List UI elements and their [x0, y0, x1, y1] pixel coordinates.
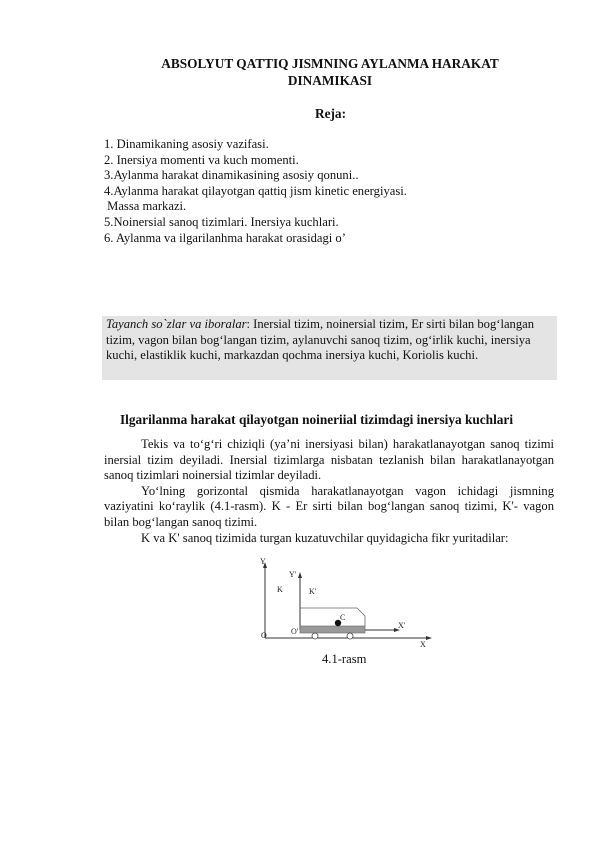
plan-heading: Reja:	[315, 106, 347, 121]
label-x: X	[420, 640, 426, 649]
paragraph-1: Tekis va to‘g‘ri chiziqli (ya’ni inersiyasi bilan) harakatlanayotgan sanoq tizimi inersial tizim deyiladi. Inersial tizimlarga nisbatan tezlanish bilan harakatlanayotgan sanoq tizimlari noinersial tizimlar deyiladi.	[104, 437, 554, 483]
figure-caption: 4.1-rasm	[322, 652, 367, 666]
wagon-wheel-left	[312, 633, 318, 639]
plan-item-1: 1. Dinamikaning asosiy vazifasi.	[104, 137, 269, 151]
wagon-outline	[300, 608, 365, 626]
label-c: C	[340, 613, 346, 622]
label-y: Y	[260, 557, 266, 566]
wagon-wheel-right	[347, 633, 353, 639]
plan-item-4: 4.Aylanma harakat qilayotgan qattiq jism kinetic energiyasi.	[104, 183, 407, 198]
label-x-prime: X'	[398, 621, 406, 630]
page-title: ABSOLYUT QATTIQ JISMNING AYLANMA HARAKAT DINAMIKASI	[161, 56, 499, 88]
plan-item-5: 5.Noinersial sanoq tizimlari. Inersiya kuchlari.	[104, 214, 339, 229]
label-k: K	[277, 585, 283, 594]
plan-item-2: 2. Inersiya momenti va kuch momenti.	[104, 152, 299, 167]
plan-item-4-cont: Massa markazi.	[104, 199, 187, 214]
label-o: O	[261, 631, 267, 640]
label-y-prime: Y'	[289, 570, 297, 579]
y-prime-axis-arrow	[298, 572, 302, 578]
wagon-platform	[300, 626, 365, 633]
section-title: Ilgarilanma harakat qilayotgan noineriial tizimdagi inersiya kuchlari	[120, 412, 514, 427]
body-text	[104, 437, 554, 546]
label-k-prime: K'	[309, 587, 317, 596]
paragraph-3: K va K' sanoq tizimida turgan kuzatuvchilar quyidagicha fikr yuritadilar:	[141, 530, 509, 545]
plan-list	[104, 137, 407, 246]
label-o-prime: O'	[291, 627, 299, 636]
keywords-box	[102, 316, 557, 380]
plan-item-3: 3.Aylanma harakat dinamikasining asosiy qonuni..	[104, 168, 359, 183]
keywords-label: Tayanch so`zlar va iboralar	[106, 317, 247, 331]
x-axis-arrow	[426, 636, 432, 640]
figure-4-1	[255, 556, 435, 652]
keywords-text: : Inersial tizim, noinersial tizim, Er sirti bilan bog‘langan tizim, vagon bilan bog‘langan tizim, aylanuvchi sanoq tizim, og‘irlik kuchi, inersiya kuchi, elastiklik kuchi, markazdan qochma inersiya kuchi, Koriolis kuchi.	[106, 317, 535, 362]
plan-item-6: 6. Aylanma va ilgarilanhma harakat orasidagi o’	[104, 230, 346, 245]
paragraph-2: Yo‘lning gorizontal qismida harakatlanayotgan vagon ichidagi jismning vaziyatini ko‘raylik (4.1-rasm). K - Er sirti bilan bog‘langan sanoq tizimi, K'- vagon bilan bog‘langan sanoq tizimi.	[104, 483, 554, 529]
